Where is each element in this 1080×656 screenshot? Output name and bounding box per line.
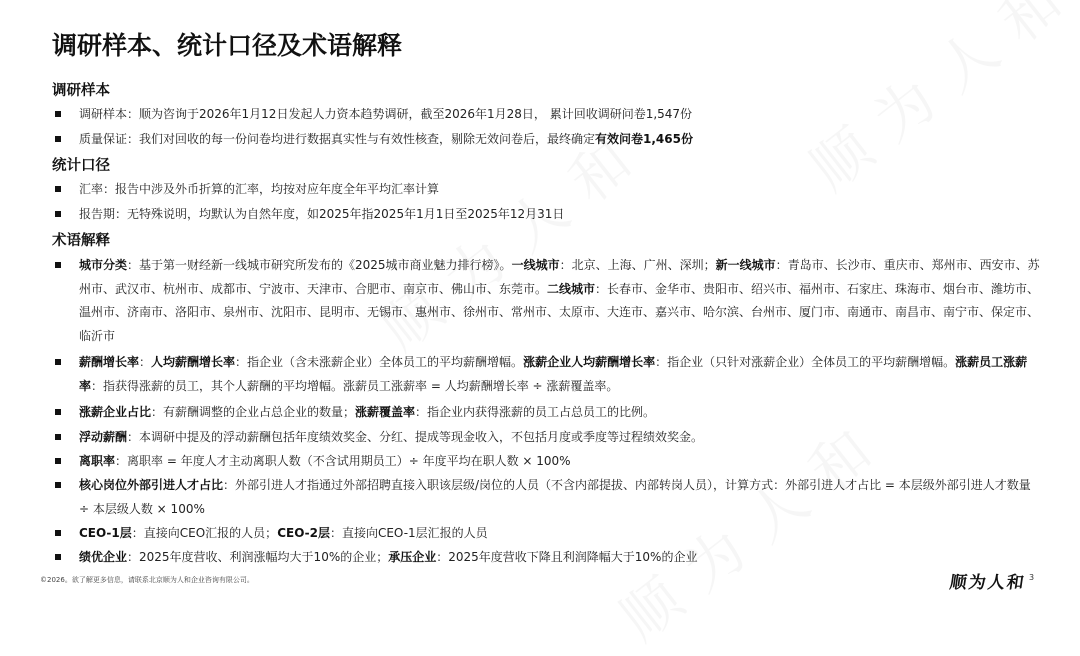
list-item — [55, 103, 1040, 127]
term-label: 涨薪企业占比 — [79, 405, 152, 419]
list-item — [55, 128, 1040, 152]
text-run: ：指获得涨薪的员工，其个人薪酬的平均增幅。涨薪员工涨薪率 = 人均薪酬增长率 ÷ 涨薪覆盖率。 — [91, 378, 619, 393]
page-number: 3 — [1029, 573, 1035, 582]
list-item — [55, 254, 1040, 348]
term-label: CEO-2层 — [277, 526, 330, 540]
list-item-text — [55, 178, 1040, 202]
list-item-text — [55, 254, 1040, 348]
list-item-text — [55, 522, 1040, 546]
term-label: 离职率 — [79, 454, 116, 468]
brand-logo: 顺为人和 — [948, 573, 1028, 593]
list-item-text — [55, 546, 1040, 570]
term-label: 浮动薪酬 — [79, 430, 128, 444]
text-run: ：直接向CEO汇报的人员； — [131, 526, 278, 540]
text-run: ：2025年度营收下降且利润降幅大于10%的企业 — [436, 550, 698, 564]
term-label: 绩优企业 — [79, 550, 128, 564]
bullet-marker — [55, 530, 61, 536]
term-label: 涨薪企业人均薪酬增长率 — [523, 355, 656, 369]
list-item-text — [55, 426, 1040, 450]
list-item — [55, 474, 1040, 521]
bullet-marker — [55, 262, 61, 268]
text-run: ：指企业（含未涨薪企业）全体员工的平均薪酬增幅。 — [235, 355, 524, 369]
term-label: 城市分类 — [79, 258, 128, 272]
list-item — [55, 178, 1040, 202]
bullet-marker — [55, 111, 61, 117]
section-heading-scope: 统计口径 — [52, 158, 110, 174]
text-run: ：指企业内获得涨薪的员工占总员工的比例。 — [415, 405, 656, 419]
term-label: 涨薪覆盖率 — [355, 405, 416, 419]
text-run: ： — [139, 355, 152, 369]
text-run: ：北京、上海、广州、深圳； — [559, 258, 716, 272]
term-label: CEO-1层 — [79, 526, 132, 540]
footer-copyright: ©2026。欲了解更多信息，请联系北京顺为人和企业咨询有限公司。 — [40, 576, 254, 584]
text-run: ：外部引进人才指通过外部招聘直接入职该层级/岗位的人员（不含内部提拔、内部转岗人员），计算方式：外部引进人才占比 = 本层级外部引进人才数量 ÷ 本层级人数 × 100% — [79, 478, 1031, 516]
list-item-text — [55, 351, 1040, 398]
page-title: 调研样本、统计口径及术语解释 — [52, 31, 403, 60]
list-item — [55, 203, 1040, 227]
list-item — [55, 351, 1040, 398]
term-label: 新一线城市 — [715, 258, 776, 272]
term-label: 薪酬增长率 — [79, 355, 140, 369]
text-run: 质量保证：我们对回收的每一份问卷均进行数据真实性与有效性核查，剔除无效问卷后，最终确定 — [79, 132, 596, 146]
list-item-text — [55, 128, 1040, 152]
text-run: 汇率：报告中涉及外币折算的汇率，均按对应年度全年平均汇率计算 — [79, 182, 440, 196]
bullet-marker — [55, 359, 61, 365]
text-run: ：2025年度营收、利润涨幅均大于10%的企业； — [127, 550, 389, 564]
text-run: ：指企业（只针对涨薪企业）全体员工的平均薪酬增幅。 — [655, 355, 956, 369]
text-run: ：本调研中提及的浮动薪酬包括年度绩效奖金、分红、提成等现金收入，不包括月度或季度等过程绩效奖金。 — [127, 430, 704, 444]
term-label: 有效问卷1,465份 — [595, 132, 693, 146]
text-run: ：长春市、金华市、贵阳市、绍兴市、福州市、石家庄、珠海市、烟台市、潍坊市、温州市、济南市、洛阳市、泉州市、沈阳市、昆明市、无锡市、惠州市、徐州市、常州市、太原市、大连市、嘉兴市、哈尔滨、台州市、厦门市、南通市、南昌市、南宁市、保定市、临沂市 — [79, 281, 1040, 343]
term-label: 承压企业 — [388, 550, 437, 564]
term-label: 一线城市 — [511, 258, 560, 272]
list-item-text — [55, 401, 1040, 425]
section-heading-terms: 术语解释 — [52, 233, 110, 249]
bullet-marker — [55, 554, 61, 560]
list-item — [55, 522, 1040, 546]
bullet-marker — [55, 211, 61, 217]
list-item — [55, 546, 1040, 570]
list-item-text — [55, 103, 1040, 127]
text-run: ：离职率 = 年度人才主动离职人数（不含试用期员工）÷ 年度平均在职人数 × 100% — [115, 454, 571, 468]
list-item — [55, 450, 1040, 474]
section-heading-sample: 调研样本 — [52, 83, 110, 99]
list-item — [55, 401, 1040, 425]
text-run: 调研样本：顺为咨询于2026年1月12日发起人力资本趋势调研，截至2026年1月28日， 累计回收调研问卷1,547份 — [79, 107, 693, 121]
list-item-text — [55, 474, 1040, 521]
text-run: 报告期：无特殊说明，均默认为自然年度，如2025年指2025年1月1日至2025年12月31日 — [79, 207, 565, 221]
term-label: 涨薪员工涨薪率 — [79, 355, 1028, 393]
text-run: ：直接向CEO-1层汇报的人员 — [329, 526, 488, 540]
bullet-marker — [55, 458, 61, 464]
list-item — [55, 426, 1040, 450]
bullet-marker — [55, 482, 61, 488]
bullet-marker — [55, 136, 61, 142]
term-label: 二线城市 — [547, 281, 596, 296]
term-label: 核心岗位外部引进人才占比 — [79, 478, 224, 492]
list-item-text — [55, 450, 1040, 474]
bullet-marker — [55, 409, 61, 415]
bullet-marker — [55, 186, 61, 192]
text-run: ：有薪酬调整的企业占总企业的数量； — [151, 405, 356, 419]
list-item-text — [55, 203, 1040, 227]
text-run: ：基于第一财经新一线城市研究所发布的《2025城市商业魅力排行榜》。 — [127, 258, 512, 272]
bullet-marker — [55, 434, 61, 440]
text-run: ：青岛市、长沙市、重庆市、郑州市、西安市、苏州市、武汉市、杭州市、成都市、宁波市、天津市、合肥市、南京市、佛山市、东莞市。 — [79, 258, 1040, 296]
term-label: 人均薪酬增长率 — [151, 355, 236, 369]
